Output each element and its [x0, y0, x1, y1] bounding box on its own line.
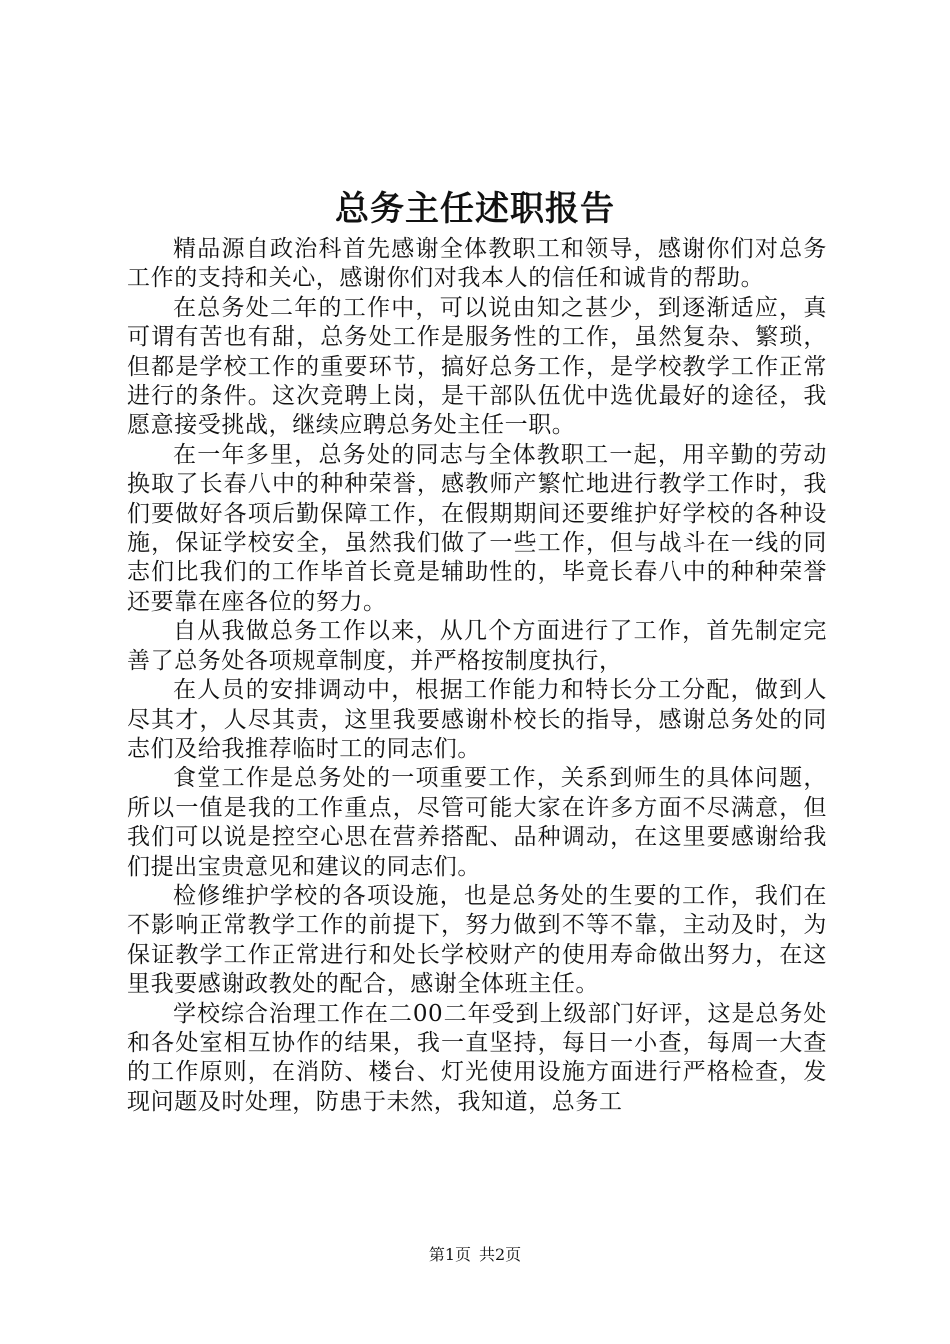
paragraph: 检修维护学校的各项设施，也是总务处的生要的工作，我们在不影响正常教学工作的前提下，努力做到不等不靠，主动及时，为保证教学工作正常进行和处长学校财产的使用寿命做出努力，在这里我要感谢政教处的配合，感谢全体班主任。 — [127, 882, 827, 998]
paragraph: 自从我做总务工作以来，从几个方面进行了工作，首先制定完善了总务处各项规章制度，并严格按制度执行， — [127, 618, 827, 674]
document-title: 总务主任述职报告 — [335, 189, 615, 229]
page-total: 共2页 — [479, 1245, 522, 1264]
paragraph: 精品源自政治科首先感谢全体教职工和领导，感谢你们对总务工作的支持和关心，感谢你们对我本人的信任和诚肯的帮助。 — [127, 236, 827, 292]
document-body — [127, 235, 827, 1117]
paragraph: 在人员的安排调动中，根据工作能力和特长分工分配，做到人尽其才，人尽其责，这里我要感谢朴校长的指导，感谢总务处的同志们及给我推荐临时工的同志们。 — [127, 677, 827, 762]
paragraph: 在一年多里，总务处的同志与全体教职工一起，用辛勤的劳动换取了长春八中的种种荣誉，感教师产繁忙地进行教学工作时，我们要做好各项后勤保障工作，在假期期间还要维护好学校的各种设施，保证学校安全，虽然我们做了一些工作，但与战斗在一线的同志们比我们的工作毕首长竟是辅助性的，毕竟长春八中的种种荣誉还要靠在座各位的努力。 — [127, 441, 827, 615]
paragraph: 在总务处二年的工作中，可以说由知之甚少，到逐渐适应，真可谓有苦也有甜，总务处工作是服务性的工作，虽然复杂、繁琐，但都是学校工作的重要环节，搞好总务工作，是学校教学工作正常进行的条件。这次竞聘上岗，是干部队伍优中选优最好的途径，我愿意接受挑战，继续应聘总务处主任一职。 — [127, 294, 827, 439]
page-number: 第1页 — [428, 1245, 471, 1264]
paragraph: 学校综合治理工作在二00二年受到上级部门好评，这是总务处和各处室相互协作的结果，我一直坚持，每日一小查，每周一大查的工作原则，在消防、楼台、灯光使用设施方面进行严格检查，发现问题及时处理，防患于未然，我知道，总务工 — [127, 1000, 827, 1115]
paragraph: 食堂工作是总务处的一项重要工作，关系到师生的具体问题，所以一值是我的工作重点，尽管可能大家在许多方面不尽满意，但我们可以说是控空心思在营养搭配、品种调动，在这里要感谢给我们提出宝贵意见和建议的同志们。 — [127, 765, 827, 880]
page-footer — [0, 1243, 950, 1267]
